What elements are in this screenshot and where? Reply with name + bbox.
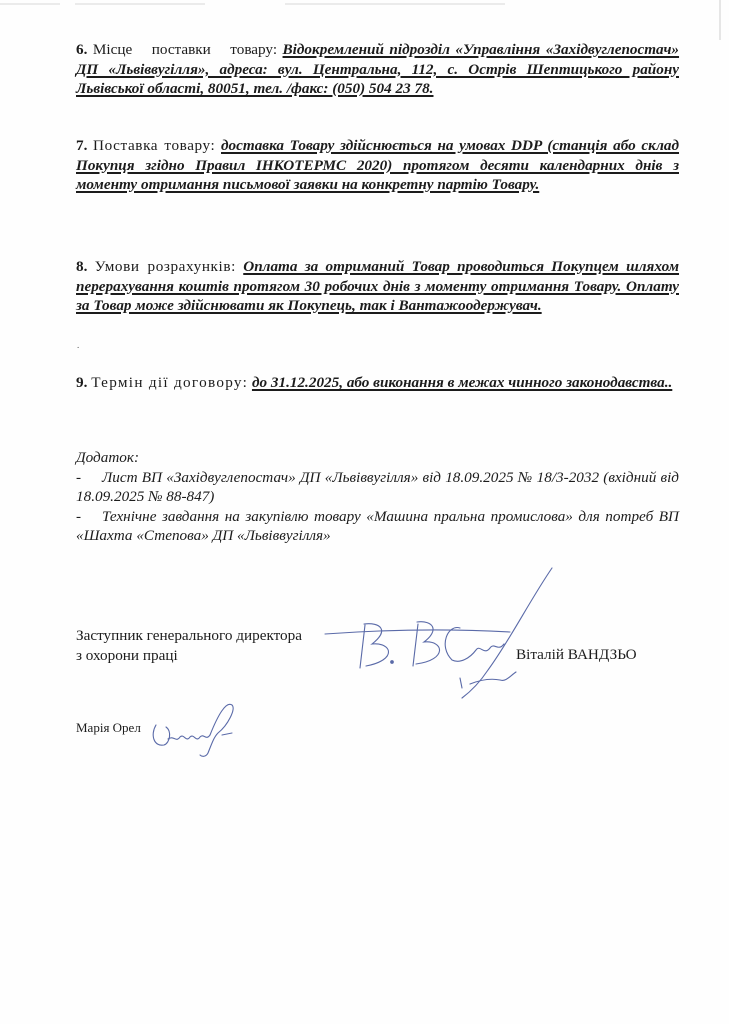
scan-artifact [285,3,505,5]
clause-6 [76,40,679,99]
annex-dash: - [76,507,82,525]
signature-stroke [391,661,394,664]
signatory-name: Віталій ВАНДЗЬО [516,646,637,663]
clause-label: Поставка товару: [93,137,216,154]
executor-signature [148,695,248,760]
clause-number: 7. [76,137,88,154]
annex-section [76,448,679,546]
clause-number: 9. [76,374,88,391]
signature-stroke [222,733,232,735]
annex-dash: - [76,468,82,486]
scan-artifact [0,3,60,5]
clause-number: 6. [76,41,88,58]
annex-item [76,468,679,507]
signature-stroke [168,735,210,739]
clause-7 [76,136,679,195]
clause-value: Оплата за отриманий Товар проводиться Покупцем шляхом перерахування коштів протягом 30 робочих днів з моменту отримання Товару. Оплату за Товар може здійснювати як Покупець, так і Вантажоодержувач. [76,258,680,314]
signatory-position [76,626,302,666]
clause-number: 8. [76,258,88,275]
clause-8 [76,257,679,316]
signature-stroke [153,725,169,745]
position-line-1: Заступник генерального директора [76,627,302,644]
signature-stroke [413,622,440,666]
scan-edge [719,0,721,40]
clause-label: Термін дії договору: [91,374,249,391]
position-line-2: з охорони праці [76,647,178,664]
clause-value: доставка Товару здійснюється на умовах DDP (станція або склад Покупця згідно Правил ІНКОТЕРМС 2020) протягом десяти календарних днів з моменту отримання письмової заявки на конкретну партію Товару. [76,137,680,193]
handwritten-signature [320,560,560,700]
signature-stroke [200,704,233,756]
clause-label: Умови розрахунків: [94,258,236,275]
clause-value: Відокремлений підрозділ «Управління «Західвуглепостач» ДП «Львіввугілля», адреса: вул. Центральна, 112, с. Острів Шептицького району Львівської області, 80051, тел. /факс: (050) 504 23 78. [76,41,680,97]
stray-mark: . [77,340,80,350]
clause-value: до 31.12.2025, або виконання в межах чинного законодавства.. [251,374,673,391]
executor-name: Марія Орел [76,720,141,735]
annex-item-text: Технічне завдання на закупівлю товару «Машина пральна промислова» для потреб ВП «Шахта «Степова» ДП «Львіввугілля» [76,507,679,544]
annex-item-text: Лист ВП «Західвуглепостач» ДП «Львіввугілля» від 18.09.2025 № 18/3-2032 (вхідний від 18.09.2025 № 88-847) [76,468,679,505]
annex-item [76,507,679,546]
annex-title: Додаток: [76,449,140,466]
clause-9 [76,373,679,393]
scan-artifact [75,3,205,5]
clause-label: Місце поставки товару: [92,41,278,58]
signature-stroke [460,672,516,688]
signature-stroke [445,628,504,662]
